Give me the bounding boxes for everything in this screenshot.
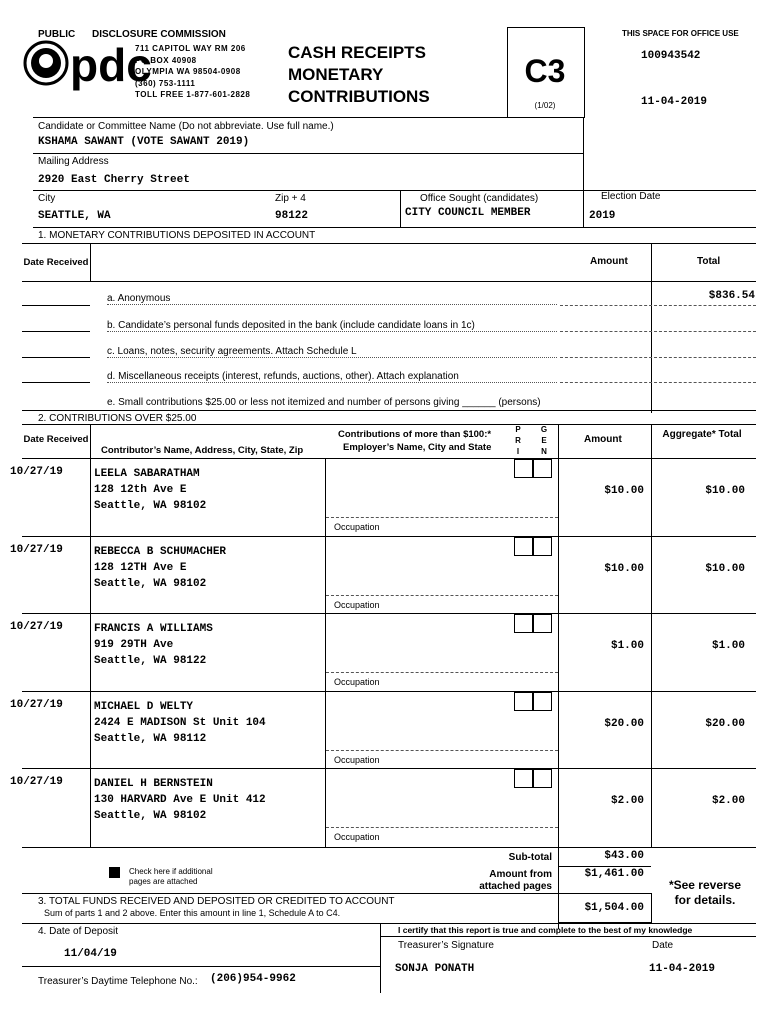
contributor-city: Seattle, WA 98112 (94, 733, 207, 745)
office-sought-label: Office Sought (candidates) (420, 193, 539, 204)
col-employer-1: Contributions of more than $100:* (338, 429, 492, 440)
section1-total-header: Total (697, 256, 721, 267)
office-filing-date: 11-04-2019 (641, 96, 708, 108)
section1-date-header: Date Received (23, 257, 89, 268)
row-amount: $1.00 (610, 640, 644, 652)
row-aggregate: $10.00 (705, 485, 745, 497)
occupation-label: Occupation (334, 755, 380, 765)
contributor-city: Seattle, WA 98102 (94, 578, 207, 590)
signature-date-label: Date (652, 940, 674, 951)
contributor-name: LEELA SABARATHAM (94, 468, 200, 480)
occupation-label: Occupation (334, 832, 380, 842)
primary-checkbox[interactable] (514, 692, 533, 711)
col-employer-2: Employer’s Name, City and State (343, 442, 492, 453)
contributor-name: MICHAEL D WELTY (94, 701, 194, 713)
section1-line-e: e. Small contributions $25.00 or less not itemized and number of persons giving ______ (persons) (107, 397, 541, 408)
general-checkbox[interactable] (533, 459, 552, 478)
row-contributor (94, 466, 206, 514)
row-date: 10/27/19 (10, 699, 63, 711)
section3-subtitle: Sum of parts 1 and 2 above. Enter this amount in line 1, Schedule A to C4. (44, 908, 341, 918)
contributor-name: REBECCA B SCHUMACHER (94, 546, 227, 558)
zip: 98122 (275, 210, 309, 222)
mailing-address-label: Mailing Address (38, 156, 109, 167)
contributor-name: DANIEL H BERNSTEIN (94, 778, 213, 790)
anonymous-total: $836.54 (708, 290, 755, 302)
subtotal-value: $43.00 (604, 850, 644, 862)
contributor-name: FRANCIS A WILLIAMS (94, 623, 213, 635)
attached-value: $1,461.00 (584, 868, 644, 880)
contributor-city: Seattle, WA 98102 (94, 810, 207, 822)
address-line: TOLL FREE 1-877-601-2828 (135, 90, 251, 99)
col-amount: Amount (584, 434, 622, 445)
contributor-street: 128 12TH Ave E (94, 562, 187, 574)
candidate-name-label: Candidate or Committee Name (Do not abbreviate. Use full name.) (38, 121, 334, 132)
row-aggregate: $20.00 (705, 718, 745, 730)
address-line: PO BOX 40908 (135, 55, 197, 65)
attached-pages-checkbox[interactable] (109, 867, 120, 878)
contributor-street: 128 12th Ave E (94, 484, 187, 496)
row-contributor (94, 699, 266, 747)
row-aggregate: $2.00 (711, 795, 745, 807)
col-contributor: Contributor’s Name, Address, City, State, Zip (101, 445, 304, 456)
row-contributor (94, 621, 213, 669)
deposit-date: 11/04/19 (64, 948, 117, 960)
election-date-label: Election Date (601, 191, 661, 202)
office-filing-number: 100943542 (641, 50, 701, 62)
check-label-1: Check here if additional (129, 867, 213, 876)
signature-label: Treasurer’s Signature (398, 940, 494, 951)
primary-checkbox[interactable] (514, 614, 533, 633)
logo-text: pdc (70, 39, 152, 91)
mailing-address: 2920 East Cherry Street (38, 174, 190, 186)
row-date: 10/27/19 (10, 466, 63, 478)
section1-line-a: a. Anonymous (107, 293, 557, 305)
general-checkbox[interactable] (533, 692, 552, 711)
address-line: OLYMPIA WA 98504-0908 (135, 67, 241, 76)
phone-label: Treasurer’s Daytime Telephone No.: (38, 976, 198, 987)
col-general: G E N (540, 425, 548, 456)
col-primary: P R I (515, 425, 521, 456)
row-date: 10/27/19 (10, 621, 63, 633)
col-aggregate: Aggregate* Total (662, 429, 742, 440)
primary-checkbox[interactable] (514, 459, 533, 478)
form-code: C3 (524, 53, 566, 89)
occupation-label: Occupation (334, 522, 380, 532)
pdc-logo (22, 38, 152, 91)
attached-label-1: Amount from (489, 869, 552, 880)
form-title: CASH RECEIPTS MONETARY CONTRIBUTIONS (288, 43, 430, 106)
section1-line-c: c. Loans, notes, security agreements. Attach Schedule L (107, 346, 557, 358)
occupation-label: Occupation (334, 600, 380, 610)
see-reverse-note: *See reverse for details. (668, 878, 742, 907)
certification-statement: I certify that this report is true and complete to the best of my knowledge (398, 925, 693, 935)
section3-total: $1,504.00 (584, 902, 644, 914)
subtotal-label: Sub-total (508, 852, 552, 863)
signature-date: 11-04-2019 (649, 963, 716, 975)
row-amount: $10.00 (604, 563, 644, 575)
treasurer-phone: (206)954-9962 (210, 973, 296, 985)
row-date: 10/27/19 (10, 776, 63, 788)
occupation-label: Occupation (334, 677, 380, 687)
primary-checkbox[interactable] (514, 537, 533, 556)
section2-title: 2. CONTRIBUTIONS OVER $25.00 (38, 413, 197, 424)
row-aggregate: $1.00 (711, 640, 745, 652)
section3-title: 3. TOTAL FUNDS RECEIVED AND DEPOSITED OR CREDITED TO ACCOUNT (38, 896, 395, 907)
section1-amount-header: Amount (590, 256, 628, 267)
col-date-received: Date Received (23, 434, 89, 445)
agency-address (135, 43, 250, 101)
row-amount: $20.00 (604, 718, 644, 730)
contributor-street: 2424 E MADISON St Unit 104 (94, 717, 266, 729)
office-sought: CITY COUNCIL MEMBER (405, 207, 531, 219)
address-line: (360) 753-1111 (135, 78, 196, 88)
row-contributor (94, 776, 266, 824)
row-amount: $2.00 (610, 795, 644, 807)
row-amount: $10.00 (604, 485, 644, 497)
row-aggregate: $10.00 (705, 563, 745, 575)
deposit-date-label: 4. Date of Deposit (38, 926, 119, 937)
attached-label-2: attached pages (479, 881, 552, 892)
contributor-street: 919 29TH Ave (94, 639, 174, 651)
office-use-label: THIS SPACE FOR OFFICE USE (622, 29, 739, 38)
candidate-name: KSHAMA SAWANT (VOTE SAWANT 2019) (38, 136, 250, 148)
contributor-city: Seattle, WA 98122 (94, 655, 207, 667)
form-revision: (1/02) (534, 101, 556, 110)
general-checkbox[interactable] (533, 537, 552, 556)
agency-name-right: DISCLOSURE COMMISSION (92, 29, 226, 40)
address-line: 711 CAPITOL WAY RM 206 (135, 44, 246, 53)
contributor-street: 130 HARVARD Ave E Unit 412 (94, 794, 266, 806)
contributor-city: Seattle, WA 98102 (94, 500, 207, 512)
general-checkbox[interactable] (533, 769, 552, 788)
section1-title: 1. MONETARY CONTRIBUTIONS DEPOSITED IN ACCOUNT (38, 230, 316, 241)
primary-checkbox[interactable] (514, 769, 533, 788)
agency-name-left: PUBLIC (38, 29, 76, 40)
row-date: 10/27/19 (10, 544, 63, 556)
check-label-2: pages are attached (129, 877, 198, 886)
section1-line-b: b. Candidate’s personal funds deposited in the bank (include candidate loans in 1c) (107, 320, 557, 332)
city-label: City (38, 193, 56, 204)
general-checkbox[interactable] (533, 614, 552, 633)
city: SEATTLE, WA (38, 210, 111, 222)
election-date: 2019 (589, 210, 616, 222)
zip-label: Zip + 4 (275, 193, 306, 204)
section1-line-d: d. Miscellaneous receipts (interest, refunds, auctions, other). Attach explanation (107, 371, 557, 383)
treasurer-signature: SONJA PONATH (395, 963, 475, 975)
row-contributor (94, 544, 226, 592)
